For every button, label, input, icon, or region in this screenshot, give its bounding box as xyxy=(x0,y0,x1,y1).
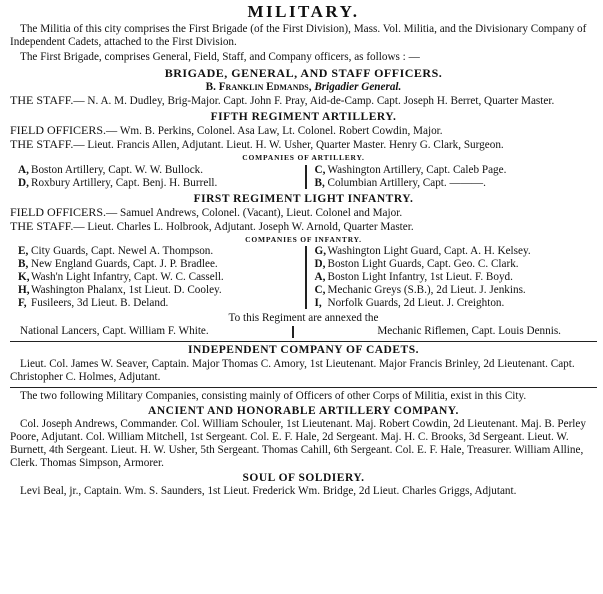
soul-heading: SOUL OF SOLDIERY. xyxy=(242,471,365,484)
list-item: A, Boston Artillery, Capt. W. W. Bullock. xyxy=(18,163,204,176)
annexed-heading: To this Regiment are annexed the xyxy=(228,312,379,325)
ancient-heading: ANCIENT AND HONORABLE ARTILLERY COMPANY. xyxy=(148,404,459,417)
brigade-staff-text: — N. A. M. Dudley, Brig-Major. Capt. John F. Pray, Aid-de-Camp. Capt. Joseph H. Berret, Quarter Master. xyxy=(73,94,555,107)
artillery-companies xyxy=(10,164,597,190)
general-title: Brigadier General. xyxy=(314,80,402,93)
cadets-heading: INDEPENDENT COMPANY OF CADETS. xyxy=(188,344,419,357)
first-brigade-intro: The First Brigade, comprises General, Field, Staff, and Company officers, as follows : — xyxy=(20,50,420,63)
brigade-staff xyxy=(10,94,597,108)
list-item: B, New England Guards, Capt. J. P. Bradlee. xyxy=(18,258,218,271)
intro-paragraph: The Militia of this city comprises the First Brigade (of the First Division), Mass. Vol. Militia, and the Divisionary Company of Independent Cadets, attached to the First Division. xyxy=(10,22,587,48)
infantry-companies xyxy=(10,245,597,310)
column-divider xyxy=(305,246,307,309)
list-item: B, Columbian Artillery, Capt. ———. xyxy=(314,176,486,189)
infantry-right-column xyxy=(315,245,598,310)
section-divider xyxy=(10,387,597,388)
list-item: D, Boston Light Guards, Capt. Geo. C. Clark. xyxy=(314,258,519,271)
first-regiment-heading: FIRST REGIMENT LIGHT INFANTRY. xyxy=(193,192,414,205)
artillery-right-column xyxy=(315,164,598,190)
fifth-staff-label: THE STAFF. xyxy=(10,136,74,151)
list-item: K, Wash'n Light Infantry, Capt. W. C. Cassell. xyxy=(18,271,224,284)
infantry-companies-heading: COMPANIES OF INFANTRY. xyxy=(245,234,362,244)
first-field-label: FIELD OFFICERS. xyxy=(10,204,107,219)
list-item: C, Washington Artillery, Capt. Caleb Page. xyxy=(314,163,507,176)
column-divider xyxy=(292,326,294,338)
brigadier-general-line xyxy=(10,81,597,94)
column-divider xyxy=(305,165,307,189)
annexed-right: Mechanic Riflemen, Capt. Louis Dennis. xyxy=(377,325,561,338)
infantry-left-column xyxy=(10,245,301,310)
list-item: D, Roxbury Artillery, Capt. Benj. H. Burrell. xyxy=(18,176,218,189)
first-staff xyxy=(10,220,597,234)
soul-officers: Levi Beal, jr., Captain. Wm. S. Saunders, 1st Lieut. Frederick Wm. Bridge, 2d Lieut. Charles Griggs, Adjutant. xyxy=(20,485,517,498)
list-item: F, Fusileers, 3d Lieut. B. Deland. xyxy=(18,297,169,310)
general-name: B. Franklin Edmands, xyxy=(205,80,312,93)
brigade-heading: BRIGADE, GENERAL, AND STAFF OFFICERS. xyxy=(164,65,443,80)
artillery-companies-heading: COMPANIES OF ARTILLERY. xyxy=(242,152,365,162)
annexed-companies xyxy=(10,325,597,338)
first-field-text: — Samuel Andrews, Colonel. (Vacant), Lieut. Colonel and Major. xyxy=(106,206,403,219)
annexed-left: National Lancers, Capt. William F. White. xyxy=(20,325,209,338)
list-item: I, Norfolk Guards, 2d Lieut. J. Creighton. xyxy=(314,297,505,310)
list-item: C, Mechanic Greys (S.B.), 2d Lieut. J. Jenkins. xyxy=(314,284,526,297)
fifth-staff-text: — Lieut. Francis Allen, Adjutant. Lieut. H. W. Usher, Quarter Master. Henry G. Clark, Surgeon. xyxy=(73,138,504,151)
two-following-note: The two following Military Companies, consisting mainly of Officers of other Corps of Militia, exist in this City. xyxy=(20,389,527,402)
fifth-field-text: — Wm. B. Perkins, Colonel. Asa Law, Lt. Colonel. Robert Cowdin, Major. xyxy=(106,124,443,137)
brigade-staff-label: THE STAFF. xyxy=(10,92,74,107)
fifth-field-officers xyxy=(10,124,597,138)
artillery-left-column xyxy=(10,164,301,190)
list-item: A, Boston Light Infantry, 1st Lieut. F. Boyd. xyxy=(314,271,513,284)
first-staff-text: — Lieut. Charles L. Holbrook, Adjutant. Joseph W. Arnold, Quarter Master. xyxy=(73,220,414,233)
first-field-officers xyxy=(10,206,597,220)
ancient-officers: Col. Joseph Andrews, Commander. Col. William Schouler, 1st Lieutenant. Maj. Robert Cowdin, 2d Lieutenant. Maj. B. Perley Poore, Adjutant. Col. William Mitchell, 1st Sergeant. Col. E. F. Hale, 2d Sergeant. Maj. H. C. Brooks, 3d Sergeant. Lieut. W. Burnett, 4th Sergeant. Lieut. H. W. Usher, 5th Sergeant. Thomas Cahill, 6th Sergeant. Col. E. F. Hale, Treasurer. William Alline, Clerk. Thomas Simpson, Armorer. xyxy=(10,418,586,469)
fifth-regiment-heading: FIFTH REGIMENT ARTILLERY. xyxy=(210,110,397,123)
section-divider xyxy=(10,341,597,342)
first-staff-label: THE STAFF. xyxy=(10,218,74,233)
cadets-officers: Lieut. Col. James W. Seaver, Captain. Major Thomas C. Amory, 1st Lieutenant. Major Francis Brinley, 2d Lieutenant. Capt. Christopher C. Holmes, Adjutant. xyxy=(10,357,575,383)
list-item: G, Washington Light Guard, Capt. A. H. Kelsey. xyxy=(314,245,531,258)
fifth-staff xyxy=(10,138,597,152)
list-item: H, Washington Phalanx, 1st Lieut. D. Cooley. xyxy=(18,284,222,297)
list-item: E, City Guards, Capt. Newel A. Thompson. xyxy=(18,245,214,258)
page-title: MILITARY. xyxy=(247,2,360,21)
fifth-field-label: FIELD OFFICERS. xyxy=(10,122,107,137)
